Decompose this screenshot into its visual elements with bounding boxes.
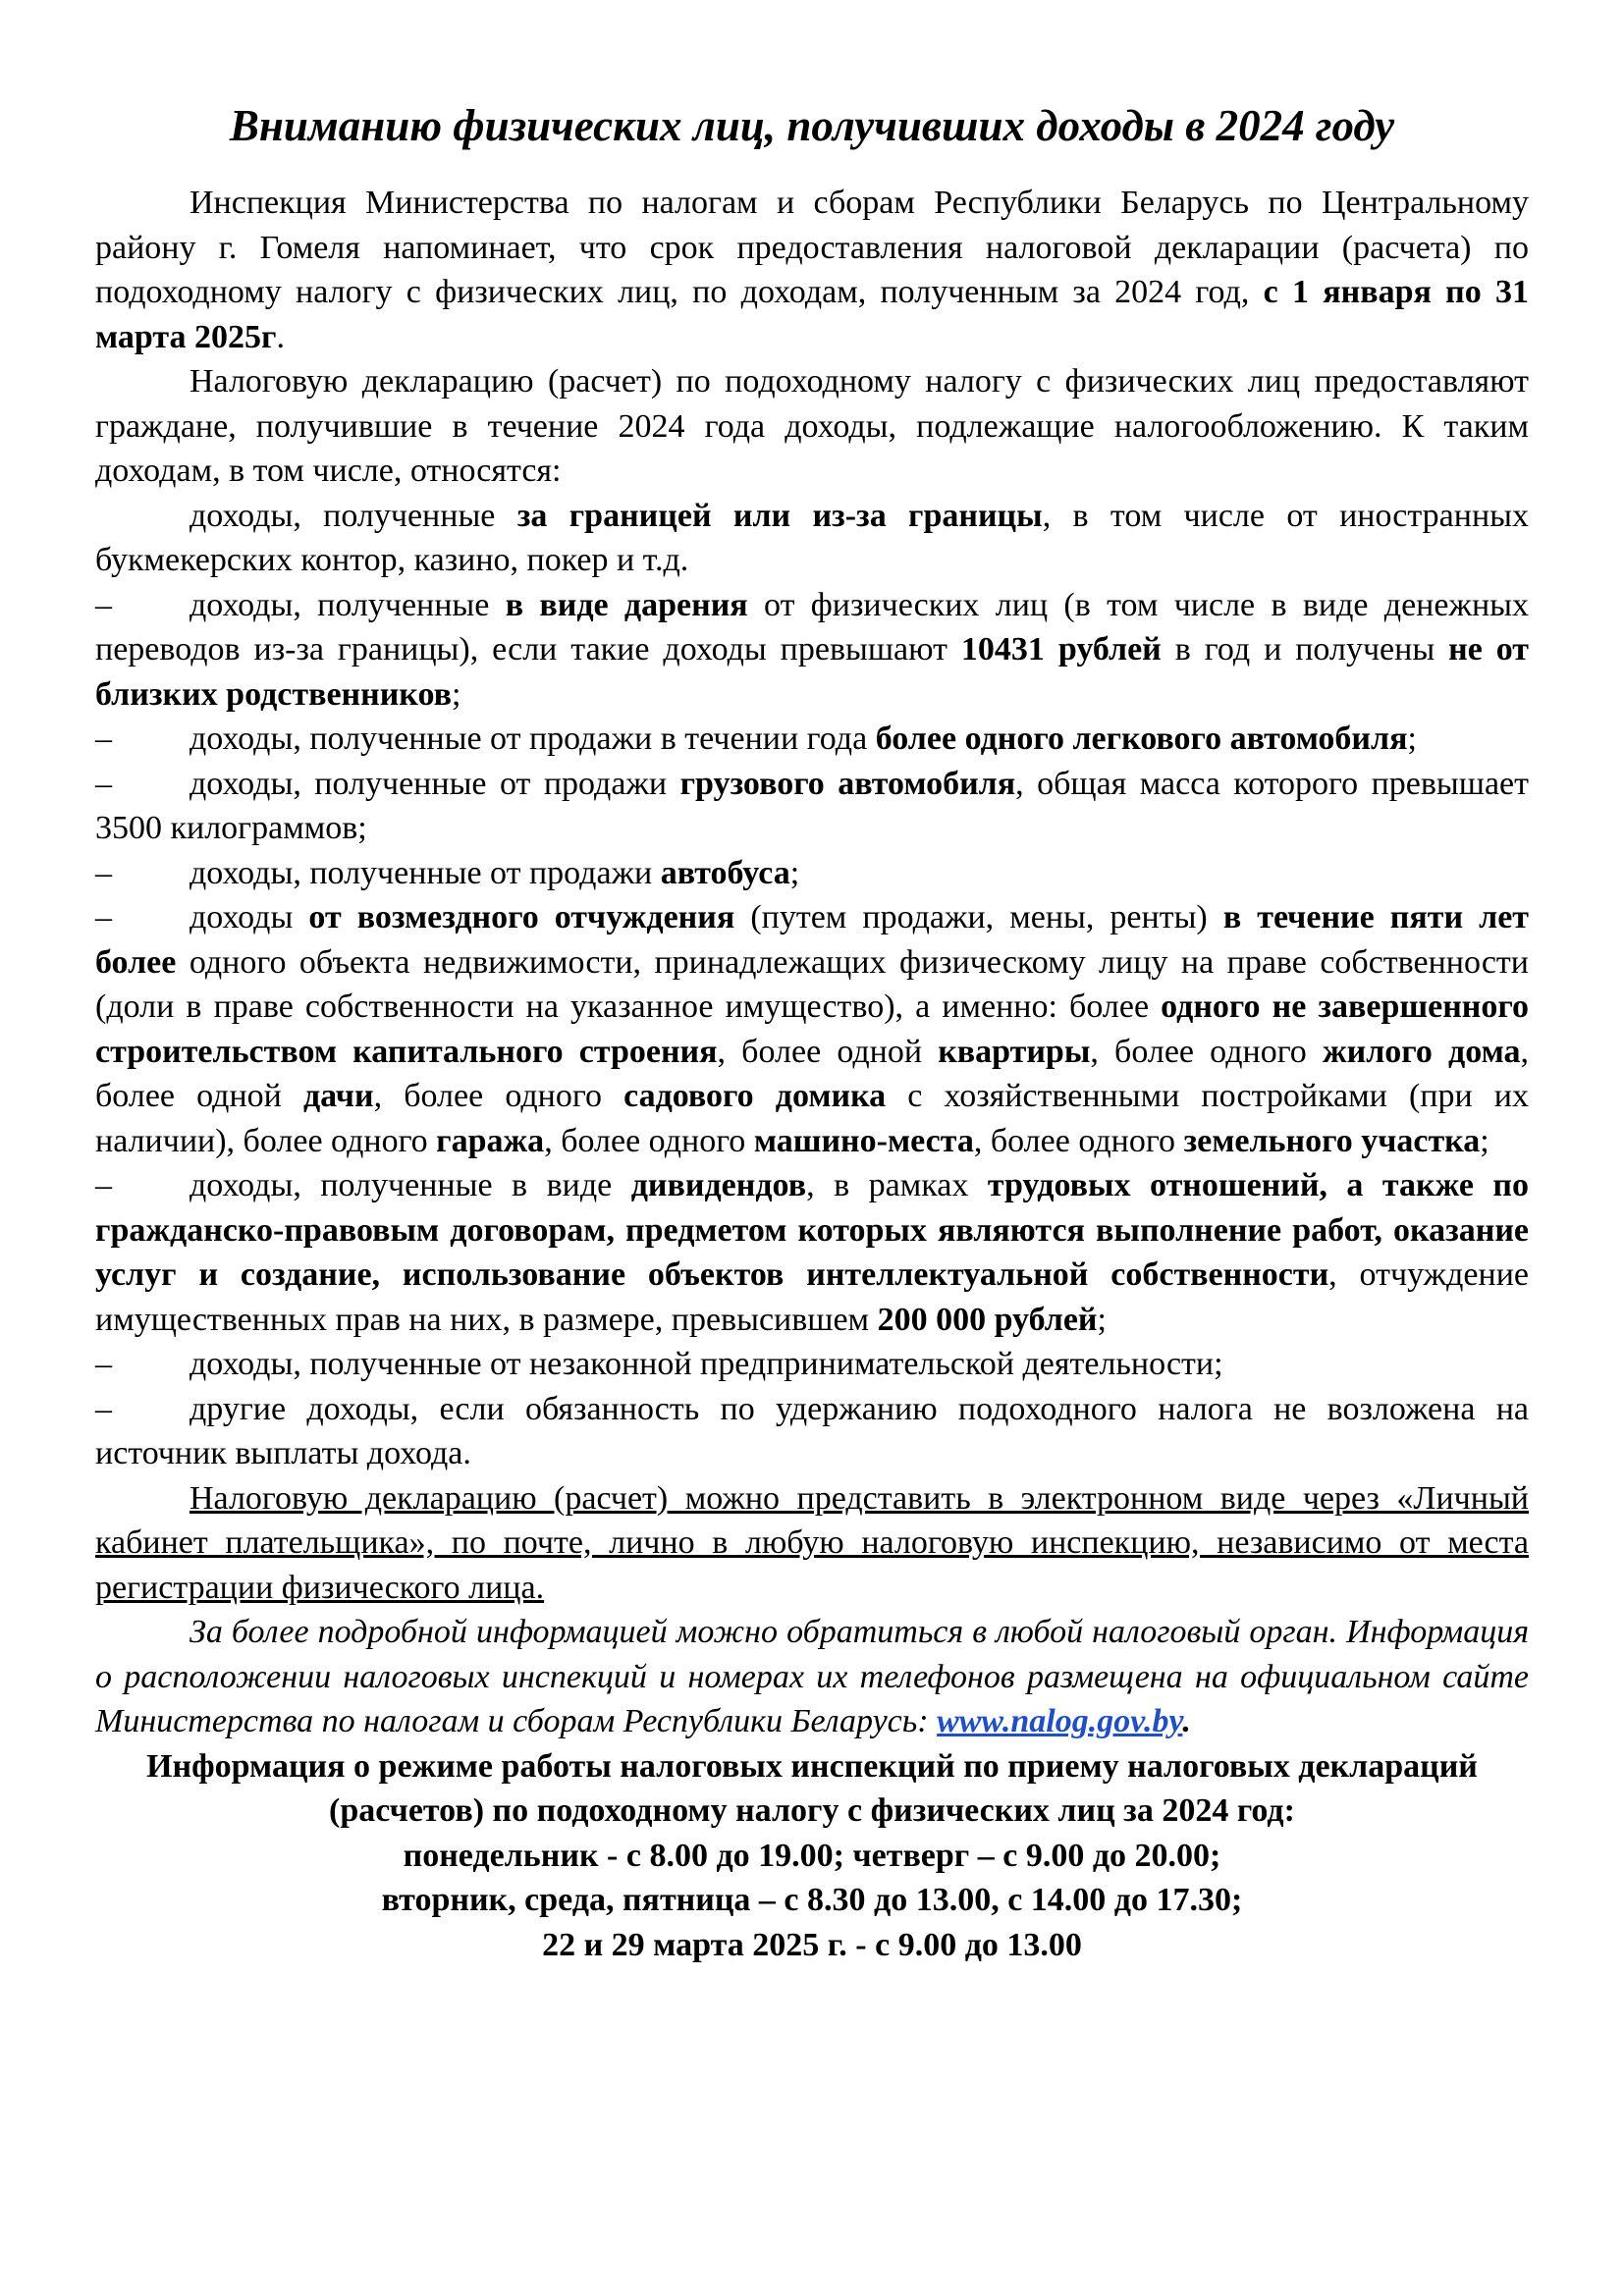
- text-run: доходы, полученные: [189, 497, 517, 534]
- schedule-line-2: вторник, среда, пятница – с 8.30 до 13.00, с 14.00 до 17.30;: [381, 1882, 1243, 1918]
- text-run: , более одного: [373, 1078, 624, 1114]
- bold-text: грузового автомобиля: [679, 765, 1016, 802]
- bold-text: не от близких родственников: [95, 631, 1530, 713]
- bold-text: дачи: [302, 1078, 374, 1114]
- list-item: – доходы, полученные в виде дарения от физических лиц (в том числе в виде денежных переводов из-за границы), если такие доходы превышают 10431 рублей в год и получены не от близких родственников;: [95, 583, 1529, 718]
- list-item-text: [95, 583, 1529, 718]
- website-link[interactable]: www.nalog.gov.by: [937, 1703, 1183, 1739]
- text-run: , более одного: [973, 1122, 1184, 1159]
- bold-text: автобуса: [660, 854, 790, 891]
- schedule-heading: Информация о режиме работы налоговых инспекций по приему налоговых деклараций (расчетов) по подоходному налогу с физических лиц за 2024 год:: [146, 1747, 1478, 1829]
- text-run: ;: [1480, 1122, 1489, 1159]
- text-run: доходы, полученные в виде: [189, 1167, 631, 1203]
- text-run: доходы: [189, 899, 309, 935]
- list-item-text: [95, 717, 1529, 762]
- text-run: в год и получены: [1161, 631, 1449, 667]
- text-run: ;: [451, 675, 461, 713]
- text-run: от физических лиц (в том числе в виде денежных переводов из-за границы), если такие доходы превышают: [95, 586, 1529, 667]
- text-run: , в рамках: [806, 1167, 988, 1203]
- list-item: – доходы, полученные в виде дивидендов, в рамках трудовых отношений, а также по гражданско-правовым договорам, предметом которых являются выполнение работ, оказание услуг и создание, использование объектов интеллектуальной собственности, отчуждение имущественных прав на них, в размере, превысившем 200 000 рублей;: [95, 1163, 1529, 1342]
- list-item: – доходы от возмездного отчуждения (путем продажи, мены, ренты) в течение пяти лет более одного объекта недвижимости, принадлежащих физическому лицу на праве собственности (доли в праве собственности на указанное имущество), а именно: более одного не завершенного строительством капитального строения, более одной квартиры, более одного жилого дома, более одной дачи, более одного садового домика с хозяйственными постройками (при их наличии), более одного гаража, более одного машино-места, более одного земельного участка;: [95, 895, 1529, 1163]
- text-run: (путем продажи, мены, ренты): [734, 899, 1223, 935]
- text-run: ;: [1097, 1301, 1107, 1338]
- website-suffix: .: [1182, 1703, 1191, 1739]
- text-run: .: [276, 318, 285, 355]
- bold-text: в виде дарения: [505, 586, 748, 623]
- bold-text: одного не завершенного строительством капитального строения: [95, 988, 1529, 1070]
- bold-text: дивидендов: [630, 1167, 807, 1203]
- text-run: ;: [789, 854, 800, 891]
- bold-text: трудовых отношений, а также по гражданско-правовым договорам, предметом которых являются выполнение работ, оказание услуг и создание, использование объектов интеллектуальной собственности: [95, 1167, 1529, 1293]
- eligibility-paragraph: Налоговую декларацию (расчет) по подоходному налогу с физических лиц предоставляют граждане, получившие в течение 2024 года доходы, подлежащие налогообложению. К таким доходам, в том числе, относятся:: [95, 363, 1529, 489]
- list-item: – доходы, полученные от продажи автобуса;: [95, 851, 1529, 896]
- bold-text: жилого дома: [1322, 1033, 1521, 1070]
- text-run: с хозяйственными постройками (при их наличии), более одного: [95, 1078, 1529, 1159]
- text-run: доходы, полученные от продажи в течении года: [189, 721, 876, 757]
- bold-text: квартиры: [938, 1033, 1091, 1070]
- text-run: доходы, полученные: [189, 586, 506, 623]
- bold-text: с 1 января по 31 марта 2025г: [95, 274, 1529, 355]
- bold-text: от возмездного отчуждения: [308, 899, 735, 935]
- list-item-text: [95, 895, 1529, 1163]
- info-paragraph: [95, 1610, 1529, 1744]
- text-run: Инспекция Министерства по налогам и сборам Республики Беларусь по Центральному району г. Гомеля напоминает, что срок предоставления налоговой декларации (расчета) по подоходному налогу с физических лиц, по доходам, полученным за 2024 год,: [95, 185, 1529, 310]
- text-run: другие доходы, если обязанность по удержанию подоходного налога не возложена на источник выплаты дохода.: [95, 1390, 1529, 1471]
- bold-text: в течение пяти лет более: [95, 899, 1529, 981]
- text-run: доходы, полученные от незаконной предпринимательской деятельности;: [189, 1346, 1223, 1382]
- list-item-text: [95, 1163, 1529, 1342]
- info-text: За более подробной информацией можно обратиться в любой налоговый орган. Информация о расположении налоговых инспекций и номерах их телефонов размещена на официальном сайте Министерства по налогам и сборам Республики Беларусь:: [95, 1614, 1529, 1739]
- list-item: – доходы, полученные от незаконной предпринимательской деятельности;: [95, 1342, 1529, 1387]
- text-run: , более одного: [1090, 1033, 1323, 1070]
- income-item-abroad: [95, 494, 1529, 583]
- document-page: [95, 98, 1529, 1967]
- list-item-text: [95, 1342, 1529, 1387]
- bold-text: 200 000 рублей: [877, 1301, 1098, 1338]
- text-run: , более одной: [95, 1033, 1529, 1114]
- intro-paragraph: [95, 181, 1529, 359]
- income-list: [95, 583, 1529, 1476]
- list-item-text: [95, 762, 1529, 851]
- bold-text: садового домика: [623, 1078, 887, 1114]
- list-item-text: [95, 1387, 1529, 1476]
- list-item-text: [95, 851, 1529, 896]
- text-run: одного объекта недвижимости, принадлежащих физическому лицу на праве собственности (доли в праве собственности на указанное имущество), а именно: более: [95, 943, 1529, 1025]
- bold-text: земельного участка: [1183, 1122, 1481, 1159]
- text-run: доходы, полученные от продажи: [189, 765, 680, 802]
- text-run: , отчуждение имущественных прав на них, в размере, превысившем: [95, 1256, 1529, 1338]
- schedule-line-3: 22 и 29 марта 2025 г. - с 9.00 до 13.00: [542, 1926, 1082, 1963]
- bold-text: более одного легкового автомобиля: [875, 721, 1408, 757]
- text-run: ;: [1407, 721, 1417, 757]
- text-run: , более одного: [544, 1122, 754, 1159]
- schedule-line-1: понедельник - с 8.00 до 19.00; четверг – с 9.00 до 20.00;: [403, 1837, 1221, 1874]
- list-item: – другие доходы, если обязанность по удержанию подоходного налога не возложена на источник выплаты дохода.: [95, 1387, 1529, 1476]
- bold-text: машино-места: [753, 1122, 974, 1159]
- text-run: , в том числе от иностранных букмекерских контор, казино, покер и т.д.: [95, 497, 1529, 578]
- list-item: – доходы, полученные от продажи в течении года более одного легкового автомобиля;: [95, 717, 1529, 762]
- bold-text: 10431 рублей: [960, 631, 1162, 667]
- list-item: – доходы, полученные от продажи грузового автомобиля, общая масса которого превышает 3500 килограммов;: [95, 762, 1529, 851]
- text-run: , более одной: [717, 1033, 939, 1070]
- text-run: , общая масса которого превышает 3500 килограммов;: [95, 765, 1529, 846]
- electronic-submission-note: Налоговую декларацию (расчет) можно представить в электронном виде через «Личный кабинет плательщика», по почте, лично в любую налоговую инспекцию, независимо от места регистрации физического лица.: [95, 1479, 1529, 1606]
- bold-text: за границей или из-за границы: [516, 497, 1043, 534]
- text-run: доходы, полученные от продажи: [189, 854, 661, 891]
- bold-text: гаража: [436, 1122, 545, 1159]
- page-title: Вниманию физических лиц, получивших доходы в 2024 году: [229, 101, 1395, 150]
